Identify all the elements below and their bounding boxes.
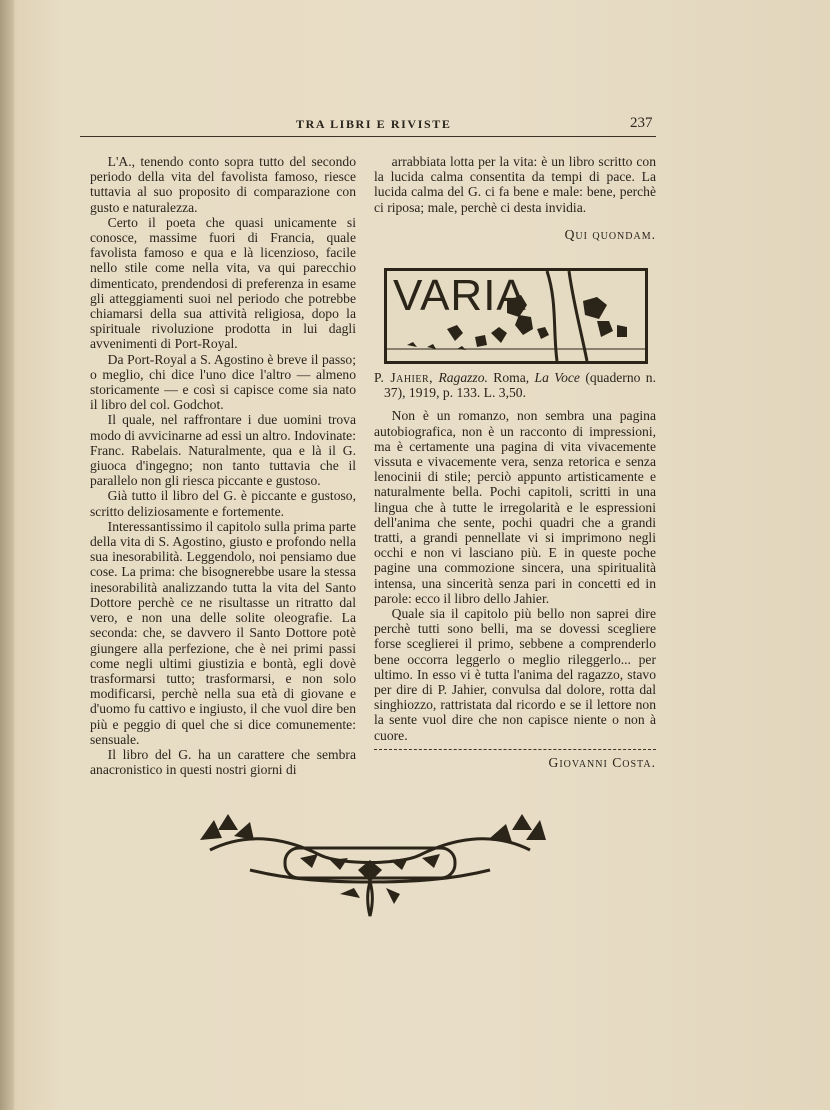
paragraph: Certo il poeta che quasi unicamente si conosce, massime fuori di Francia, quale favolista famoso e qua e là licenzioso, facile nello stile come nella vita, va qui parecchio dimenticato, prendendosi di preferenza in esame gli atteggiamenti suoi nel periodo che potrebbe chiamarsi della sua attività religiosa, dopo la spirituale rivoluzione prodotta in lui dagli avvenimenti di Port-Royal. (90, 214, 356, 352)
paragraph: L'A., tenendo conto sopra tutto del secondo periodo della vita del favolista famoso, riesce tuttavia al suo proposito di comparazione con gusto e naturalezza. (90, 154, 356, 215)
signature: Giovanni Costa. (548, 754, 656, 770)
paragraph: Quale sia il capitolo più bello non saprei dire perchè tutti sono belli, ma se dovessi scegliere forse sceglierei il primo, sebbene a comprenderlo bene occorra leggerlo o meglio rileggerlo... per ultimo. In esso vi è tutta l'anima del ragazzo, stavo per dire di P. Jahier, convulsa dal dolore, rotta dal singhiozzo, rattristata dal ricordo e se il lettore non la sente vuol dire che non capisce niente o non à cuore. (374, 606, 656, 743)
right-column-top (374, 154, 656, 242)
floral-ornament (190, 810, 550, 920)
paragraph: Il libro del G. ha un carattere che sembra anacronistico in questi nostri giorni di (90, 746, 356, 778)
citation-author: P. Jahier, (374, 370, 434, 385)
page-number: 237 (630, 115, 653, 131)
header-rule (80, 136, 656, 137)
running-head: TRA LIBRI E RIVISTE (296, 117, 452, 131)
paragraph: Interessantissimo il capitolo sulla prima parte della vita di S. Agostino, giusto e profondo nella sua inesorabilità. Leggendolo, noi pensiamo due cose. La prima: che bisognerebbe usare la stessa inesorabilità analizzando tutta la vita del Santo Dottore perchè ce ne risultasse un ritratto dal vero, e non una delle solite oleografie. La seconda: che, se davvero il Santo Dottore potè giungere alla perfezione, che è nei primi passi come negli ultimi giustizia e bontà, egli dovè trasformarsi tutto; trasformarsi, e non solo modificarsi, perchè nella sua età di giovane e d'uomo fu cattivo e ingiusto, il che vuol dire ben più e peggio di quel che si dice comunemente: sensuale. (90, 518, 356, 747)
citation-title: Ragazzo. (438, 370, 488, 385)
book-citation (374, 370, 656, 400)
dashed-rule (374, 749, 656, 751)
paragraph: Il quale, nel raffrontare i due uomini trova modo di avvicinarne ad essi un altro. Indovinate: Franc. Rabelais. Naturalmente, qua e là il G. giuoca d'ingegno; non tanto tuttavia che il parallelo non gli riesca piccante e gustoso. (90, 412, 356, 489)
signature: Qui quondam. (564, 226, 656, 242)
page-gutter (0, 0, 14, 1110)
paragraph: Da Port-Royal a S. Agostino è breve il passo; o meglio, chi dice l'uno dice l'altro — almeno storicamente — e così si capisce come sia nato il libro del col. Godchot. (90, 351, 356, 413)
varia-title: VARIA (393, 271, 527, 320)
paragraph: arrabbiata lotta per la vita: è un libro scritto con la lucida calma consentita da tempi di pace. La lucida calma del G. ci fa bene e male: bene, perchè ci riposa; male, perchè ci desta invidia. (374, 154, 656, 215)
citation-details: (quaderno n. 37), 1919, p. 133. L. 3,50. (384, 370, 656, 401)
left-column (90, 154, 356, 777)
review-section (374, 370, 656, 770)
citation-place: Roma, (493, 370, 530, 385)
citation-publisher: La Voce (534, 370, 580, 385)
varia-heading-illustration (384, 268, 648, 364)
paragraph: Già tutto il libro del G. è piccante e gustoso, scritto deliziosamente e fortemente. (90, 488, 356, 519)
paragraph: Non è un romanzo, non sembra una pagina autobiografica, non è un racconto di impressioni, ma è certamente una pagina di vita vivacemente vissuta e vivacemente vera, senza retorica e senza lenocinii di stile; perciò appunto artisticamente e naturalmente bella. Pochi capitoli, scritti in una lingua che à tutte le irregolarità e le espressioni dell'anima che sente, pochi quadri che a grandi tratti, a grandi pennellate vi si imprimono negli occhi e non vi lasciano più. E in queste poche pagine una commozione sincera, una spiritualità intensa, una sincerità senza pari in concetti ed in parole: ecco il libro dello Jahier. (374, 408, 656, 606)
